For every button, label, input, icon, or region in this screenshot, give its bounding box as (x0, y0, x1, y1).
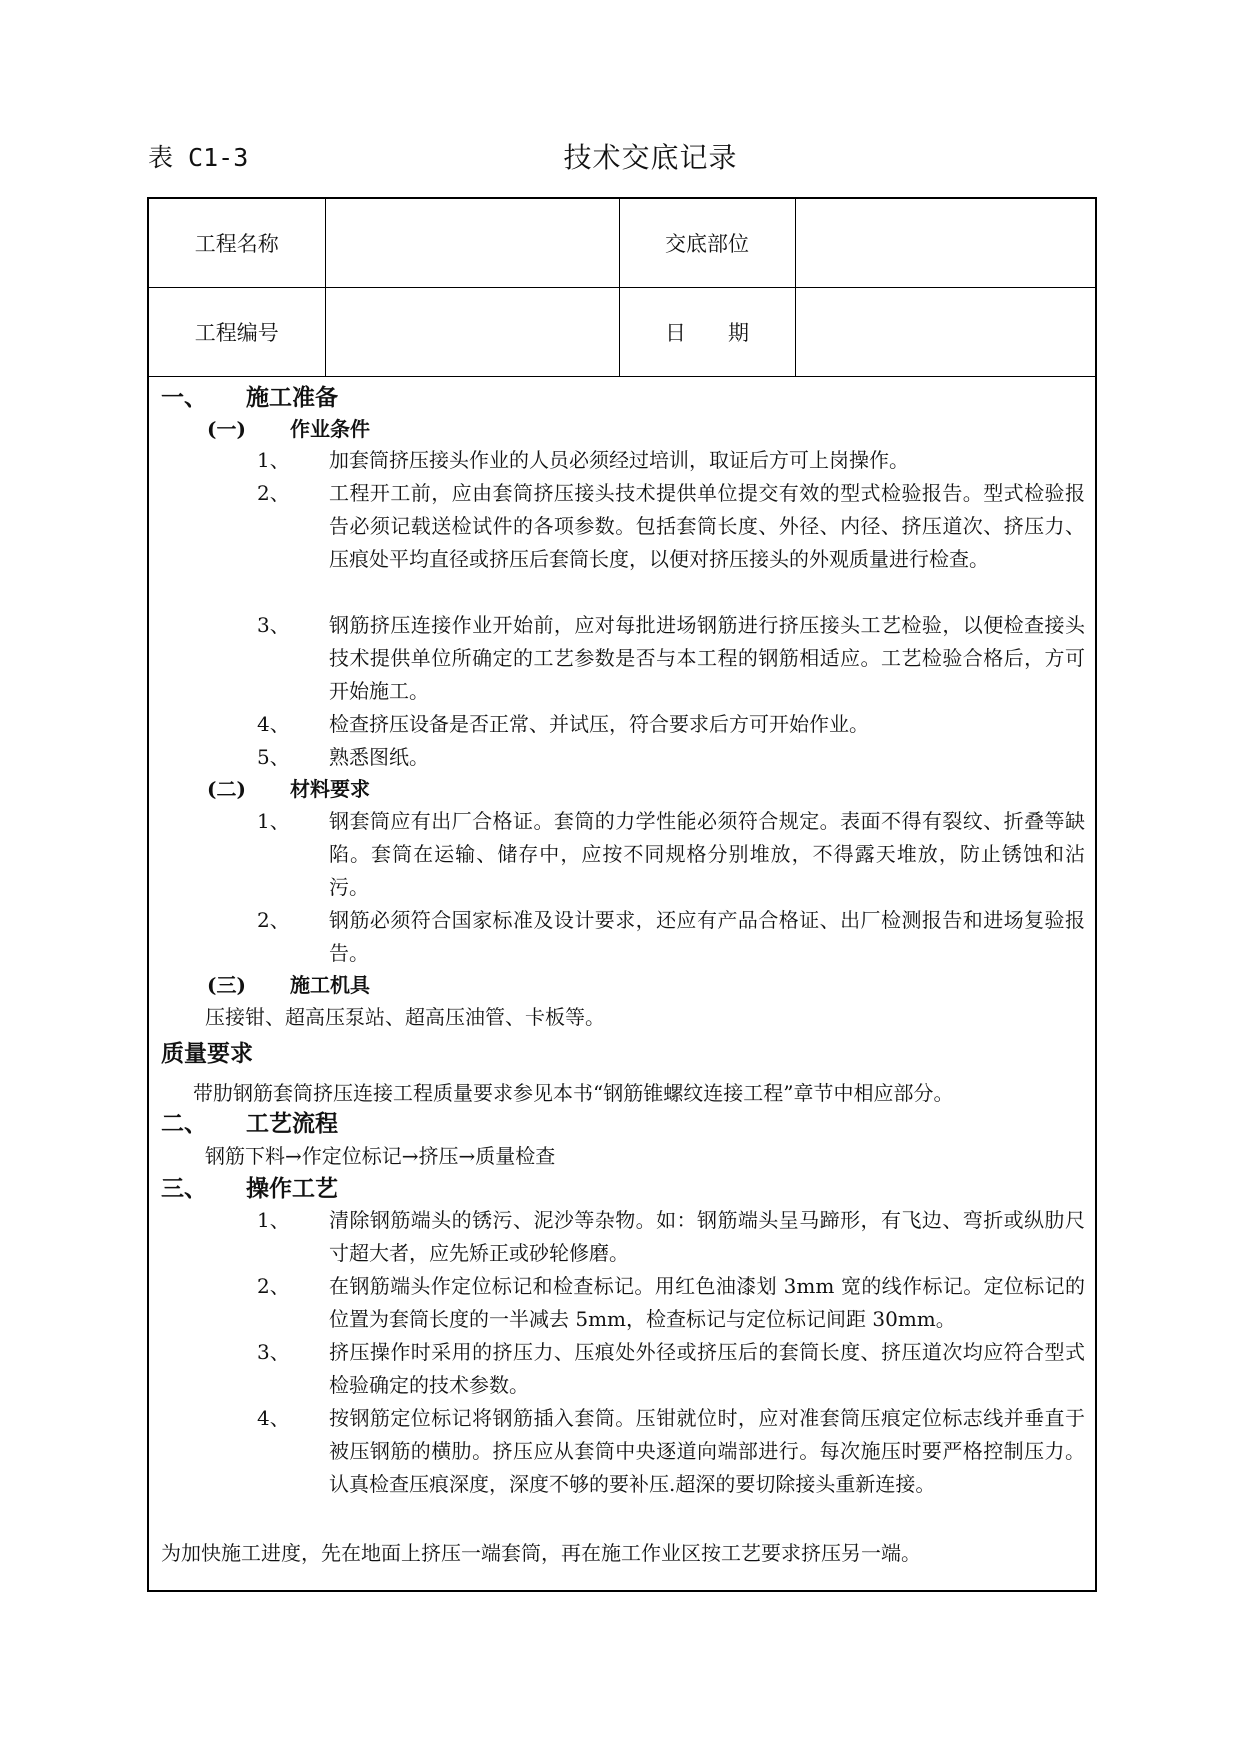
list-item: 在钢筋端头作定位标记和检查标记。用红色油漆划 3mm 宽的线作标记。定位标记的位置为套筒长度的一半减去 5mm，检查标记与定位标记间距 30mm。 (329, 1274, 1085, 1331)
list-item: 钢套筒应有出厂合格证。套筒的力学性能必须符合规定。表面不得有裂纹、折叠等缺陷。套筒在运输、储存中，应按不同规格分别堆放，不得露天堆放，防止锈蚀和沾污。 (329, 809, 1085, 899)
info-table (149, 199, 1095, 377)
list-item-number: 4、 (257, 1406, 290, 1430)
project-name-value[interactable] (325, 199, 619, 288)
sub-1-heading (207, 413, 370, 446)
list-item-number: 1、 (257, 448, 290, 472)
section-1-heading (161, 381, 338, 414)
list-item: 挤压操作时采用的挤压力、压痕处外径或挤压后的套筒长度、挤压道次均应符合型式检验确定的技术参数。 (329, 1340, 1085, 1397)
list-item: 熟悉图纸。 (329, 745, 429, 769)
list-item-number: 3、 (257, 1340, 290, 1364)
list-item: 钢筋挤压连接作业开始前，应对每批进场钢筋进行挤压接头工艺检验，以便检查接头技术提供单位所确定的工艺参数是否与本工程的钢筋相适应。工艺检验合格后，方可开始施工。 (329, 613, 1085, 703)
list-item: 检查挤压设备是否正常、并试压，符合要求后方可开始作业。 (329, 712, 869, 736)
sub-1-title: 作业条件 (290, 417, 370, 441)
list-item-number: 5、 (257, 745, 290, 769)
sub-1-num: (一) (207, 417, 246, 441)
form-code: 表 C1-3 (148, 143, 249, 172)
list-item-number: 1、 (257, 809, 290, 833)
list-item-number: 2、 (257, 1274, 290, 1298)
sub-3-num: (三) (207, 973, 246, 997)
section-2-num: 二、 (161, 1110, 207, 1137)
list-item: 按钢筋定位标记将钢筋插入套筒。压钳就位时，应对准套筒压痕定位标志线并垂直于被压钢筋的横肋。挤压应从套筒中央逐道向端部进行。每次施压时要严格控制压力。认真检查压痕深度，深度不够的要补压.超深的要切除接头重新连接。 (329, 1406, 1085, 1496)
closing-note: 为加快施工进度，先在地面上挤压一端套筒，再在施工作业区按工艺要求挤压另一端。 (161, 1541, 921, 1565)
section-3-title: 操作工艺 (246, 1175, 338, 1202)
list-item: 工程开工前，应由套筒挤压接头技术提供单位提交有效的型式检验报告。型式检验报告必须记载送检试件的各项参数。包括套筒长度、外径、内径、挤压道次、挤压力、压痕处平均直径或挤压后套筒长度，以便对挤压接头的外观质量进行检查。 (329, 481, 1085, 571)
date-value[interactable] (795, 288, 1095, 377)
process-flow-text: 钢筋下料→作定位标记→挤压→质量检查 (205, 1144, 556, 1168)
sub-2-heading (207, 773, 370, 806)
page-title: 技术交底记录 (563, 141, 738, 174)
section-3-num: 三、 (161, 1175, 207, 1202)
list-item-number: 2、 (257, 481, 290, 505)
project-no-value[interactable] (325, 288, 619, 377)
list-item: 加套筒挤压接头作业的人员必须经过培训，取证后方可上岗操作。 (329, 448, 909, 472)
section-2-title: 工艺流程 (246, 1110, 338, 1137)
list-item-number: 3、 (257, 613, 290, 637)
tools-text: 压接钳、超高压泵站、超高压油管、卡板等。 (205, 1005, 605, 1029)
section-2-heading (161, 1107, 338, 1140)
part-label: 交底部位 (619, 199, 795, 288)
list-item-number: 2、 (257, 908, 290, 932)
part-value[interactable] (795, 199, 1095, 288)
sub-3-heading (207, 969, 370, 1002)
record-frame (147, 197, 1097, 1592)
section-3-heading (161, 1172, 338, 1205)
project-name-label: 工程名称 (149, 199, 325, 288)
sub-2-title: 材料要求 (290, 777, 370, 801)
list-item-number: 4、 (257, 712, 290, 736)
sub-2-num: (二) (207, 777, 246, 801)
section-1-title: 施工准备 (246, 384, 338, 411)
list-item-number: 1、 (257, 1208, 290, 1232)
project-no-label: 工程编号 (149, 288, 325, 377)
sub-3-title: 施工机具 (290, 973, 370, 997)
section-1-num: 一、 (161, 384, 207, 411)
date-label: 日 期 (619, 288, 795, 377)
quality-heading: 质量要求 (161, 1040, 253, 1067)
quality-text: 带肋钢筋套筒挤压连接工程质量要求参见本书“钢筋锥螺纹连接工程”章节中相应部分。 (193, 1081, 954, 1105)
list-item: 清除钢筋端头的锈污、泥沙等杂物。如：钢筋端头呈马蹄形，有飞边、弯折或纵肋尺寸超大者，应先矫正或砂轮修磨。 (329, 1208, 1085, 1265)
list-item: 钢筋必须符合国家标准及设计要求，还应有产品合格证、出厂检测报告和进场复验报告。 (329, 908, 1085, 965)
